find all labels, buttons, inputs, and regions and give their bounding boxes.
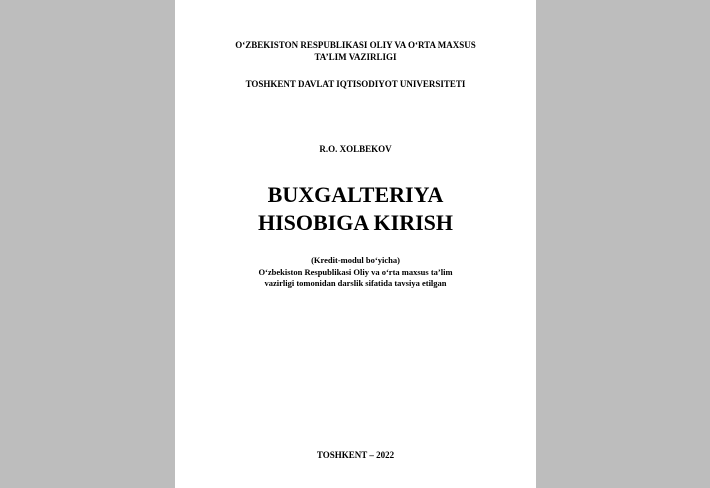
book-subtitle xyxy=(175,255,536,290)
book-title xyxy=(175,181,536,237)
book-title-line-1: BUXGALTERIYA xyxy=(267,182,444,207)
subtitle-line-3: vazirligi tomonidan darslik sifatida tavsiya etilgan xyxy=(264,278,447,288)
subtitle-line-1: (Kredit-modul bo‘yicha) xyxy=(311,255,400,265)
ministry-line-2: TA’LIM VAZIRLIGI xyxy=(314,52,397,62)
university-name: TOSHKENT DAVLAT IQTISODIYOT UNIVERSITETI xyxy=(245,79,466,89)
author-name: R.O. XOLBEKOV xyxy=(319,144,392,154)
book-title-line-2: HISOBIGA KIRISH xyxy=(257,210,453,235)
place-and-year: TOSHKENT – 2022 xyxy=(316,450,395,460)
subtitle-line-2: O‘zbekiston Respublikasi Oliy va o‘rta maxsus ta’lim xyxy=(258,266,453,277)
ministry-line-1: O‘ZBEKISTON RESPUBLIKASI OLIY VA O‘RTA MAXSUS xyxy=(235,40,476,50)
title-page xyxy=(175,0,536,488)
ministry-heading xyxy=(175,39,536,63)
